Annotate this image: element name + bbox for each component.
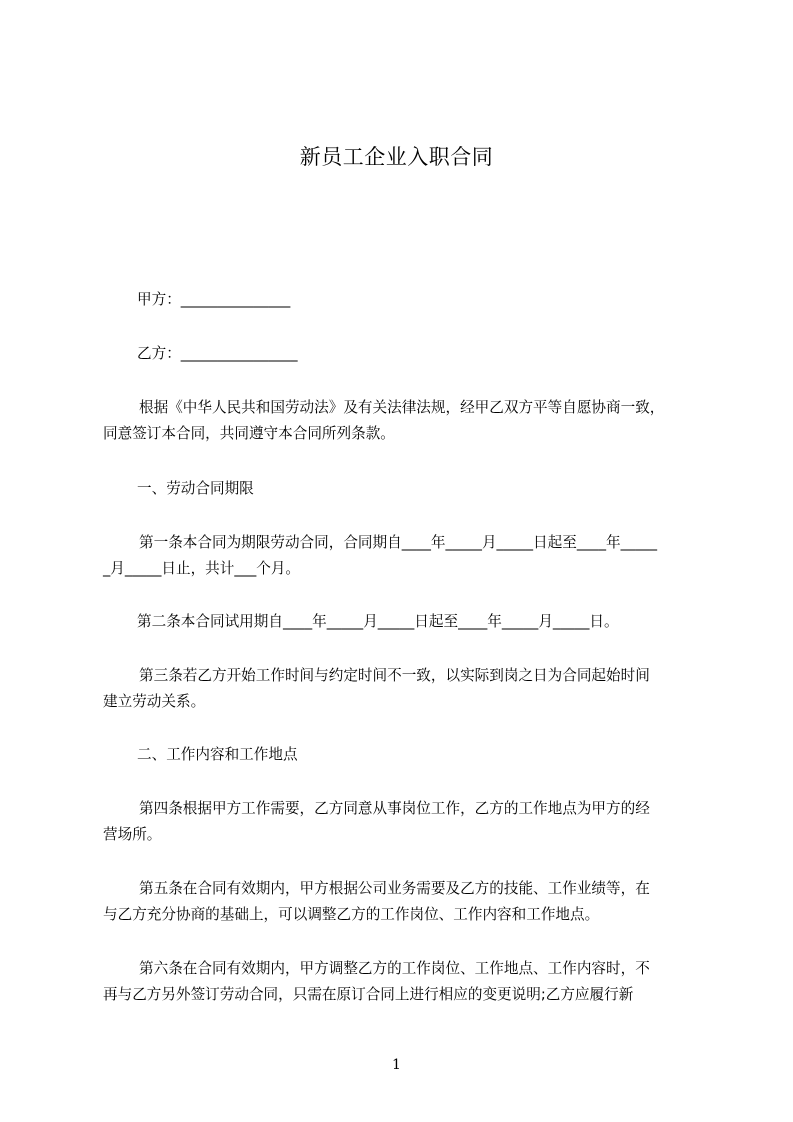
article-6-line-2: 再与乙方另外签订劳动合同，只需在原订合同上进行相应的变更说明;乙方应履行新 — [103, 986, 634, 1003]
article-5-line-1: 第五条在合同有效期内，甲方根据公司业务需要及乙方的技能、工作业绩等，在 — [139, 880, 650, 897]
preamble-line-1: 根据《中华人民共和国劳动法》及有关法律法规，经甲乙双方平等自愿协商一致， — [139, 399, 665, 416]
document-title: 新员工企业入职合同 — [299, 145, 494, 169]
preamble-line-2: 同意签订本合同，共同遵守本合同所列条款。 — [103, 425, 395, 442]
article-4-line-2: 营场所。 — [103, 826, 162, 843]
article-3-line-1: 第三条若乙方开始工作时间与约定时间不一致，以实际到岗之日为合同起始时间 — [139, 667, 650, 684]
article-4-line-1: 第四条根据甲方工作需要，乙方同意从事岗位工作，乙方的工作地点为甲方的经 — [139, 800, 650, 817]
party-a-line: 甲方：_______________ — [137, 291, 291, 308]
article-2-line: 第二条本合同试用期自____年_____月_____日起至____年_____月_____日。 — [137, 613, 619, 630]
article-1-line-1: 第一条本合同为期限劳动合同，合同期自____年_____月_____日起至____年_____ — [139, 534, 658, 551]
section-2-heading: 二、工作内容和工作地点 — [137, 746, 298, 763]
party-b-line: 乙方：________________ — [137, 345, 298, 362]
article-3-line-2: 建立劳动关系。 — [103, 693, 206, 710]
page-number: 1 — [392, 1057, 401, 1073]
article-6-line-1: 第六条在合同有效期内，甲方调整乙方的工作岗位、工作地点、工作内容时，不 — [139, 960, 650, 977]
article-1-line-2: _月_____日止，共计___个月。 — [103, 560, 301, 577]
section-1-heading: 一、劳动合同期限 — [137, 480, 254, 497]
article-5-line-2: 与乙方充分协商的基础上，可以调整乙方的工作岗位、工作内容和工作地点。 — [103, 906, 600, 923]
